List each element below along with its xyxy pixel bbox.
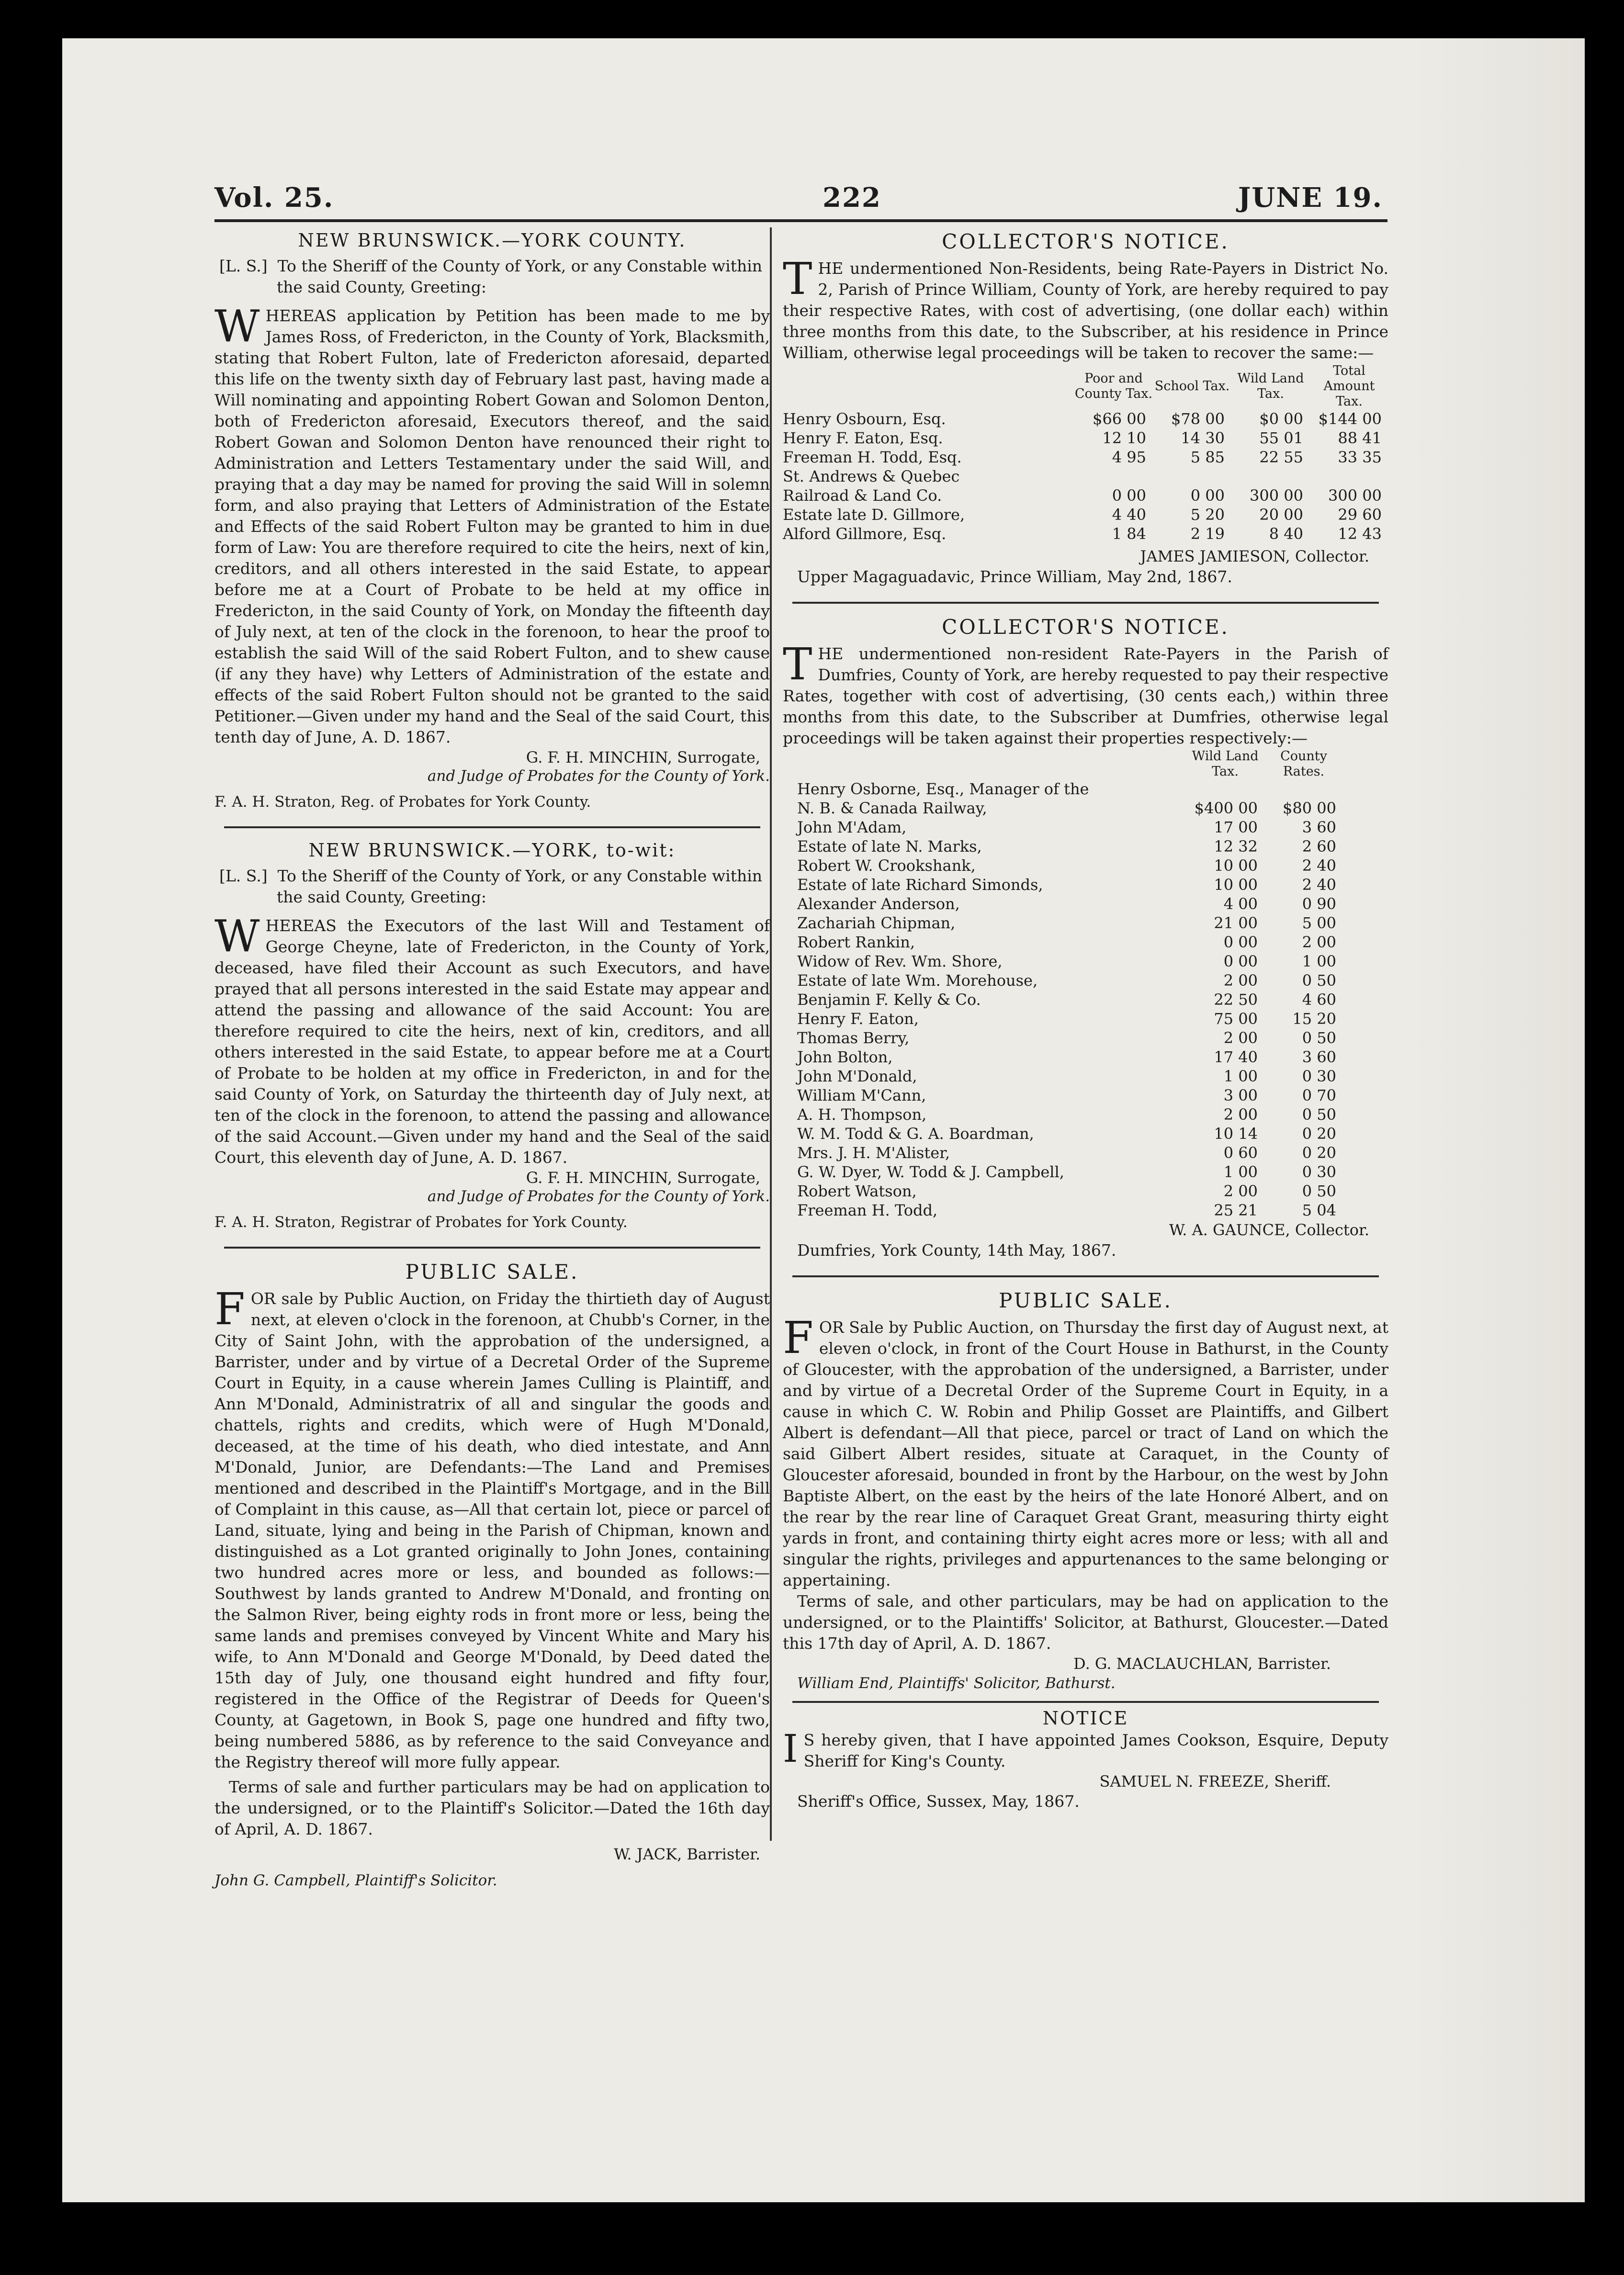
tax-amount: 0 00 xyxy=(1112,486,1146,505)
table-row xyxy=(797,1162,1343,1182)
section-rule xyxy=(792,1701,1379,1703)
notice-body xyxy=(783,1726,1388,1772)
newspaper-page xyxy=(62,38,1585,2202)
body-text: HE undermentioned Non-Residents, being Rate-Payers in District No. 2, Parish of Prince William, County of York, are hereby required to pay their respective Rates, with cost of advertising, (one dollar each) within three months from this date, to the Subscriber, at his residence in Prince William, otherwise legal proceedings will be taken to recover the same:— xyxy=(783,259,1388,362)
tax-amount: 29 60 xyxy=(1338,506,1382,524)
solicitor-line: William End, Plaintiffs' Solicitor, Bathurst. xyxy=(797,1675,1116,1692)
tax-amount xyxy=(1074,467,1153,486)
tax-amount: 10 00 xyxy=(1214,876,1258,894)
seal-mark: [L. S.] xyxy=(219,867,268,885)
seal-mark: [L. S.] xyxy=(219,257,268,275)
column-header: County Rates. xyxy=(1280,749,1327,779)
tax-amount: 0 50 xyxy=(1302,1105,1336,1124)
ratepayer-name: Estate of late Wm. Morehouse, xyxy=(797,971,1038,990)
tax-amount: 2 19 xyxy=(1190,525,1225,543)
ratepayer-name: John M'Donald, xyxy=(797,1067,917,1085)
table-header xyxy=(797,749,1343,779)
notice-body xyxy=(214,1284,770,1773)
bleed-through-page-edge xyxy=(1412,38,1585,2202)
column-header: Wild Land Tax. xyxy=(1192,749,1259,779)
tax-amount: 25 21 xyxy=(1214,1201,1258,1219)
tax-amount: 5 04 xyxy=(1302,1201,1336,1219)
table-row xyxy=(797,779,1343,799)
header-rule xyxy=(214,219,1387,222)
tax-amount: 2 00 xyxy=(1223,1029,1258,1047)
tax-amount: 2 00 xyxy=(1223,1105,1258,1124)
notice-body xyxy=(783,1312,1388,1591)
tax-amount: 0 70 xyxy=(1302,1086,1336,1104)
public-sale-saint-john xyxy=(214,1260,770,1891)
tax-amount xyxy=(1153,467,1231,486)
ratepayer-name: Benjamin F. Kelly & Co. xyxy=(797,991,981,1009)
deputy-sheriff-notice xyxy=(783,1708,1388,1812)
notice-title: COLLECTOR'S NOTICE. xyxy=(942,230,1229,253)
tax-amount: 17 40 xyxy=(1214,1048,1258,1066)
tax-amount: 2 00 xyxy=(1302,933,1336,951)
tax-amount: 0 30 xyxy=(1302,1067,1336,1085)
table-row xyxy=(797,818,1343,837)
tax-amount: 88 41 xyxy=(1338,429,1382,447)
collector-signature: JAMES JAMIESON, Collector. xyxy=(1140,547,1369,565)
notice-title: NOTICE xyxy=(1042,1708,1129,1729)
section-rule xyxy=(224,1247,760,1249)
tax-amount: 8 40 xyxy=(1269,525,1303,543)
ratepayer-name: John M'Adam, xyxy=(797,818,907,836)
tax-amount: 3 00 xyxy=(1223,1086,1258,1104)
table-row xyxy=(797,875,1343,894)
table-row xyxy=(797,1009,1343,1028)
ratepayer-name: Mrs. J. H. M'Alister, xyxy=(797,1144,950,1162)
table-row xyxy=(797,952,1343,971)
table-row xyxy=(797,990,1343,1009)
drop-cap: I xyxy=(783,1726,798,1771)
table-row xyxy=(797,913,1343,933)
ratepayer-name: G. W. Dyer, W. Todd & J. Campbell, xyxy=(797,1163,1064,1181)
tax-amount: 12 43 xyxy=(1338,525,1382,543)
column-header: Wild Land Tax. xyxy=(1237,371,1304,401)
date-line: Dumfries, York County, 14th May, 1867. xyxy=(797,1241,1116,1260)
tax-amount: 4 60 xyxy=(1302,991,1336,1009)
date-line: Upper Magaguadavic, Prince William, May 2nd, 1867. xyxy=(797,567,1232,586)
tax-amount: $144 00 xyxy=(1318,410,1382,428)
tax-amount: 5 20 xyxy=(1190,506,1225,524)
tax-amount: 12 32 xyxy=(1214,837,1258,856)
tax-amount: 75 00 xyxy=(1214,1010,1258,1028)
table-row xyxy=(783,524,1388,543)
tax-amount: $66 00 xyxy=(1093,410,1146,428)
table-row xyxy=(797,971,1343,990)
tax-amount: 0 00 xyxy=(1223,933,1258,951)
ratepayer-name: Estate of late N. Marks, xyxy=(797,837,982,856)
table-row xyxy=(797,1028,1343,1047)
tax-amount: 3 60 xyxy=(1302,1048,1336,1066)
ratepayer-name: Alford Gillmore, Esq. xyxy=(783,525,947,543)
page-header xyxy=(214,134,1383,214)
ratepayer-name: Robert W. Crookshank, xyxy=(797,856,976,875)
tax-amount: 33 35 xyxy=(1338,448,1382,466)
probate-notice-cheyne xyxy=(214,840,770,1232)
section-rule xyxy=(224,826,760,828)
ratepayer-name: Alexander Anderson, xyxy=(797,895,960,913)
tax-amount: 300 00 xyxy=(1328,486,1382,505)
tax-amount: 0 00 xyxy=(1190,486,1225,505)
tax-amount: 0 20 xyxy=(1302,1125,1336,1143)
table-row xyxy=(797,1086,1343,1105)
tax-amount: 5 00 xyxy=(1302,914,1336,932)
ratepayer-name: Henry F. Eaton, Esq. xyxy=(783,429,943,447)
table-row xyxy=(797,837,1343,856)
tax-amount: $400 00 xyxy=(1194,799,1258,817)
tax-table xyxy=(783,363,1388,543)
tax-amount: 0 60 xyxy=(1223,1144,1258,1162)
ratepayer-name: Widow of Rev. Wm. Shore, xyxy=(797,952,1003,970)
table-row xyxy=(783,467,1388,486)
drop-cap: T xyxy=(783,253,812,304)
registrar-line: F. A. H. Straton, Reg. of Probates for York County. xyxy=(214,793,591,811)
tax-amount: 14 30 xyxy=(1181,429,1225,447)
tax-amount: 1 84 xyxy=(1112,525,1146,543)
body-text: HE undermentioned non-resident Rate-Payers in the Parish of Dumfries, County of York, are hereby requested to pay their respective Rates, together with cost of advertising, (30 cents each,) within three months from this date, to the Subscriber at Dumfries, otherwise legal proceedings will be taken against their properties respectively:— xyxy=(783,644,1388,747)
table-row xyxy=(783,505,1388,524)
tax-amount: $80 00 xyxy=(1283,799,1336,817)
signature: SAMUEL N. FREEZE, Sheriff. xyxy=(1099,1772,1331,1791)
tax-amount: 1 00 xyxy=(1223,1067,1258,1085)
tax-amount: 21 00 xyxy=(1214,914,1258,932)
drop-cap: F xyxy=(214,1284,245,1335)
tax-amount xyxy=(1186,779,1264,799)
tax-amount: 3 60 xyxy=(1302,818,1336,836)
ratepayer-name: W. M. Todd & G. A. Boardman, xyxy=(797,1125,1034,1143)
tax-amount: 15 20 xyxy=(1292,1010,1336,1028)
tax-amount: 0 50 xyxy=(1302,1029,1336,1047)
tax-amount xyxy=(1264,779,1343,799)
tax-amount: 2 40 xyxy=(1302,876,1336,894)
seal-address xyxy=(214,256,770,298)
signature-title: and Judge of Probates for the County of York. xyxy=(427,767,770,785)
tax-amount: 55 01 xyxy=(1259,429,1303,447)
tax-amount: 10 00 xyxy=(1214,856,1258,875)
ratepayer-name: N. B. & Canada Railway, xyxy=(797,799,987,817)
address-text: To the Sheriff of the County of York, or any Constable within the said County, Greeting: xyxy=(277,257,763,296)
ratepayer-name: Freeman H. Todd, xyxy=(797,1201,938,1219)
table-row xyxy=(797,1047,1343,1067)
tax-amount: 1 00 xyxy=(1302,952,1336,970)
collector-signature: W. A. GAUNCE, Collector. xyxy=(1169,1221,1369,1239)
signature: G. F. H. MINCHIN, Surrogate, xyxy=(526,748,760,766)
ratepayer-name: Thomas Berry, xyxy=(797,1029,910,1047)
section-rule xyxy=(792,602,1379,604)
tax-amount: $0 00 xyxy=(1259,410,1303,428)
table-row xyxy=(797,1143,1343,1162)
table-row xyxy=(783,448,1388,467)
tax-amount xyxy=(1310,467,1388,486)
terms-text: Terms of sale, and other particulars, may be had on application to the undersigned, or to the Plaintiffs' Solicitor, at Bathurst, Gloucester.—Dated this 17th day of April, A. D. 1867. xyxy=(783,1592,1388,1653)
tax-amount: 17 00 xyxy=(1214,818,1258,836)
volume-number: Vol. 25. xyxy=(214,182,334,214)
ratepayer-name: Estate late D. Gillmore, xyxy=(783,506,965,524)
tax-amount: 5 85 xyxy=(1190,448,1225,466)
table-row xyxy=(797,856,1343,875)
table-row xyxy=(783,486,1388,505)
notice-title: COLLECTOR'S NOTICE. xyxy=(942,615,1229,639)
page-number: 222 xyxy=(823,182,881,214)
body-text: HEREAS application by Petition has been made to me by James Ross, of Fredericton, in the County of York, Blacksmith, stating that Robert Fulton, late of Fredericton aforesaid, departed this life on the twenty sixth day of February last past, having made a Will nominating and appointing Robert Gowan and Solomon Denton, both of Fredericton aforesaid, Executors thereof, and the said Robert Gowan and Solomon Denton have renounced their right to Administration and Letters Testamentary under the said Will, and praying that a day may be named for proving the said Will in solemn form, and also praying that Letters of Administration of the Estate and Effects of the said Robert Fulton may be granted to him in due form of Law: You are therefore required to cite the heirs, next of kin, creditors, and all others interested in the said Estate, to appear before me at a Court of Probate to be held at my office in Fredericton, in the said County of York, on Monday the fifteenth day of July next, at ten of the clock in the forenoon, to hear the proof to establish the said Will of the said Robert Fulton, and to shew cause (if any they have) why Letters of Administration of the estate and effects of the said Robert Fulton should not be granted to the said Petitioner.—Given under my hand and the Seal of the said Court, this tenth day of June, A. D. 1867. xyxy=(214,306,770,746)
tax-amount: 0 00 xyxy=(1223,952,1258,970)
table-header xyxy=(783,363,1388,409)
body-text: HEREAS the Executors of the last Will and Testament of George Cheyne, late of Fredericton, in the County of York, deceased, have filed their Account as such Executors, and have prayed that all persons interested in the said Estate may appear and attend the passing and allowance of the said Account: You are therefore required to cite the heirs, next of kin, creditors, and all others interested in the said Estate, to appear before me at a Court of Probate to be holden at my office in Fredericton, in and for the said County of York, on Saturday the thirteenth day of July next, at ten of the clock in the forenoon, to attend the passing and allowance of the said Account.—Given under my hand and the Seal of the said Court, this eleventh day of June, A. D. 1867. xyxy=(214,916,770,1167)
tax-amount: 10 14 xyxy=(1214,1125,1258,1143)
body-text: S hereby given, that I have appointed James Cookson, Esquire, Deputy Sheriff for King's County. xyxy=(803,1731,1388,1770)
drop-cap: W xyxy=(214,301,260,352)
table-row xyxy=(797,799,1343,818)
tax-amount: 0 50 xyxy=(1302,971,1336,990)
table-row xyxy=(797,894,1343,913)
tax-amount: 4 40 xyxy=(1112,506,1146,524)
column-header: School Tax. xyxy=(1154,379,1230,394)
table-row xyxy=(797,1124,1343,1143)
tax-amount: 2 00 xyxy=(1223,971,1258,990)
notice-title: PUBLIC SALE. xyxy=(405,1260,579,1284)
tax-amount: 12 10 xyxy=(1102,429,1146,447)
left-column xyxy=(214,230,770,1891)
collector-notice-prince-william xyxy=(783,230,1388,587)
collector-notice-dumfries xyxy=(783,615,1388,1261)
tax-amount: 0 50 xyxy=(1302,1182,1336,1200)
tax-amount: 22 50 xyxy=(1214,991,1258,1009)
signature: W. JACK, Barrister. xyxy=(614,1845,760,1863)
table-row xyxy=(783,409,1388,428)
tax-amount: 22 55 xyxy=(1259,448,1303,466)
ratepayer-name: Henry Osbourn, Esq. xyxy=(783,410,946,428)
probate-notice-fulton xyxy=(214,230,770,812)
ratepayer-name: William M'Cann, xyxy=(797,1086,926,1104)
right-column xyxy=(783,230,1388,1812)
tax-table xyxy=(797,749,1343,1220)
notice-title: NEW BRUNSWICK.—YORK COUNTY. xyxy=(298,230,687,251)
ratepayer-name: Zachariah Chipman, xyxy=(797,914,956,932)
body-text: OR Sale by Public Auction, on Thursday the first day of August next, at eleven o'clock, in front of the Court House in Bathurst, in the County of Gloucester, with the approbation of the undersigned, a Barrister, under and by virtue of a Decretal Order of the Supreme Court in Equity, in a cause in which C. W. Robin and Philip Gosset are Plaintiffs, and Gilbert Albert is defendant—All that piece, parcel or tract of Land on which the said Gilbert Albert resides, situate at Caraquet, in the County of Gloucester aforesaid, bounded in front by the Harbour, on the west by John Baptiste Albert, on the east by the heirs of the late Honoré Albert, and on the rear by the rear line of Caraquet Great Grant, measuring thirty eight yards in front, and containing thirty eight acres more or less; with all and singular the rights, privileges and appurtenances to the same belonging or appertaining. xyxy=(783,1318,1388,1589)
ratepayer-name: St. Andrews & Quebec xyxy=(783,467,960,485)
registrar-line: F. A. H. Straton, Registrar of Probates for York County. xyxy=(214,1214,628,1231)
tax-amount: $78 00 xyxy=(1171,410,1225,428)
tax-amount: 2 40 xyxy=(1302,856,1336,875)
address-text: To the Sheriff of the County of York, or any Constable within the said County, Greeting: xyxy=(277,867,763,906)
drop-cap: F xyxy=(783,1312,813,1363)
ratepayer-name: Henry Osborne, Esq., Manager of the xyxy=(797,780,1089,798)
notice-title: NEW BRUNSWICK.—YORK, to-wit: xyxy=(308,840,676,861)
table-row xyxy=(797,1201,1343,1220)
table-row xyxy=(797,1105,1343,1124)
ratepayer-name: John Bolton, xyxy=(797,1048,893,1066)
tax-amount: 0 90 xyxy=(1302,895,1336,913)
tax-amount: 0 20 xyxy=(1302,1144,1336,1162)
column-header: Poor and County Tax. xyxy=(1074,371,1153,401)
table-row xyxy=(783,428,1388,448)
notice-body xyxy=(214,911,770,1168)
ratepayer-name: Freeman H. Todd, Esq. xyxy=(783,448,962,466)
public-sale-bathurst xyxy=(783,1289,1388,1693)
signature-title: and Judge of Probates for the County of York. xyxy=(427,1188,770,1205)
tax-amount: 300 00 xyxy=(1250,486,1303,505)
terms-text: Terms of sale and further particulars may be had on application to the undersigned, or to the Plaintiff's Solicitor.—Dated the 16th day of April, A. D. 1867. xyxy=(214,1778,770,1838)
tax-amount: 4 95 xyxy=(1112,448,1146,466)
solicitor-line: John G. Campbell, Plaintiff's Solicitor. xyxy=(214,1872,497,1889)
ratepayer-name: Robert Rankin, xyxy=(797,933,915,951)
tax-amount: 0 30 xyxy=(1302,1163,1336,1181)
drop-cap: T xyxy=(783,639,812,690)
ratepayer-name: Railroad & Land Co. xyxy=(783,486,942,505)
date-line: Sheriff's Office, Sussex, May, 1867. xyxy=(797,1792,1080,1811)
body-text: OR sale by Public Auction, on Friday the thirtieth day of August next, at eleven o'clock in the forenoon, at Chubb's Corner, in the City of Saint John, with the approbation of the undersigned, a Barrister, under and by virtue of a Decretal Order of the Supreme Court in Equity, in a cause wherein James Culling is Plaintiff, and Ann M'Donald, Administratrix of all and singular the goods and chattels, rights and credits, which were of Hugh M'Donald, deceased, at the time of his death, who died intestate, and Ann M'Donald, Junior, are Defendants:—The Land and Premises mentioned and described in the Plaintiff's Mortgage, and in the Bill of Complaint in this cause, as—All that certain lot, piece or parcel of Land, situate, lying and being in the Parish of Chipman, known and distinguished as a Lot granted originally to John Jones, containing two hundred acres more or less, and bounded as follows:—Southwest by lands granted to Andrew M'Donald, and fronting on the Salmon River, being eighty rods in front more or less, being the same lands and premises conveyed by Vincent White and Mary his wife, to Ann M'Donald and George M'Donald, by Deed dated the 15th day of July, one thousand eight hundred and fifty four, registered in the Office of the Registrar of Deeds for Queen's County, at Gagetown, in Book S, page one hundred and fifty two, being numbered 5886, as by reference to the said Conveyance and the Registry thereof will more fully appear. xyxy=(214,1289,770,1771)
notice-title: PUBLIC SALE. xyxy=(999,1289,1173,1312)
signature: D. G. MACLAUCHLAN, Barrister. xyxy=(1073,1655,1331,1673)
drop-cap: W xyxy=(214,911,260,962)
table-row xyxy=(797,933,1343,952)
section-rule xyxy=(792,1275,1379,1277)
tax-amount: 2 60 xyxy=(1302,837,1336,856)
column-header: Total Amount Tax. xyxy=(1323,363,1375,409)
table-row xyxy=(797,1067,1343,1086)
table-row xyxy=(797,1182,1343,1201)
tax-amount: 4 00 xyxy=(1223,895,1258,913)
ratepayer-name: Henry F. Eaton, xyxy=(797,1010,919,1028)
issue-date: JUNE 19. xyxy=(1238,182,1383,214)
tax-amount xyxy=(1231,467,1310,486)
notice-body xyxy=(783,639,1388,749)
ratepayer-name: Estate of late Richard Simonds, xyxy=(797,876,1043,894)
tax-amount: 20 00 xyxy=(1259,506,1303,524)
ratepayer-name: Robert Watson, xyxy=(797,1182,917,1200)
tax-amount: 2 00 xyxy=(1223,1182,1258,1200)
ratepayer-name: A. H. Thompson, xyxy=(797,1105,927,1124)
signature: G. F. H. MINCHIN, Surrogate, xyxy=(526,1169,760,1187)
column-divider xyxy=(770,227,772,1841)
seal-address xyxy=(214,866,770,908)
notice-body xyxy=(214,301,770,748)
tax-amount: 1 00 xyxy=(1223,1163,1258,1181)
notice-body xyxy=(783,253,1388,363)
